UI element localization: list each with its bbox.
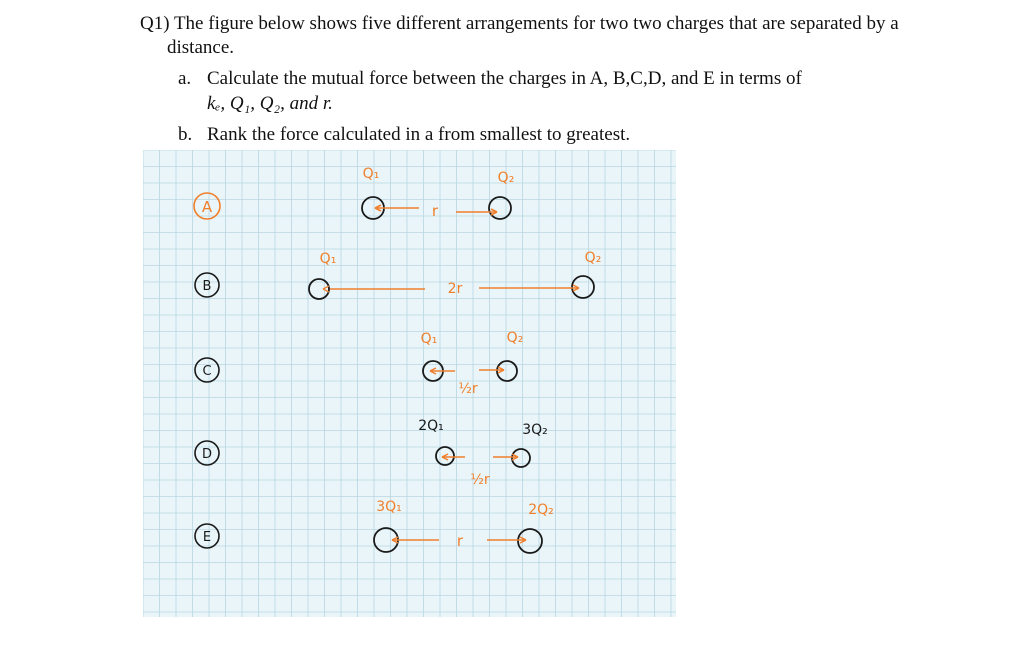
arrangement-b — [195, 250, 601, 299]
question-line-1: Q1) The figure below shows five different arrangements for two two charges that are separated by a — [140, 13, 899, 34]
part-a-math: kₑ, Q₁, Q₂, and r. — [207, 93, 333, 114]
question-line-2: distance. — [167, 37, 235, 58]
d-q1-label: 2Q₁ — [418, 418, 444, 434]
part-a-text: Calculate the mutual force between the charges in A, B,C,D, and E in terms of — [207, 68, 802, 89]
d-q2-label: 3Q₂ — [522, 422, 548, 438]
label-a-text: A — [201, 198, 213, 216]
e-q1-label: 3Q₁ — [376, 499, 402, 515]
label-c-text: C — [202, 364, 212, 379]
e-charge-2 — [518, 529, 542, 553]
c-separation: ½r — [458, 381, 478, 397]
b-separation: 2r — [447, 281, 463, 297]
part-b-marker: b. — [178, 124, 193, 145]
part-a-marker: a. — [178, 68, 192, 89]
d-separation: ½r — [470, 472, 490, 488]
figure-canvas — [143, 150, 676, 617]
e-q2-label: 2Q₂ — [528, 502, 554, 518]
a-q2-label: Q₂ — [497, 170, 515, 186]
a-separation: r — [431, 202, 439, 220]
b-q1-label: Q₁ — [319, 251, 337, 267]
part-b-text: Rank the force calculated in a from smallest to greatest. — [207, 124, 631, 145]
b-q2-label: Q₂ — [584, 250, 602, 266]
label-b-text: B — [202, 279, 212, 294]
c-q1-label: Q₁ — [420, 331, 438, 347]
arrangement-d — [195, 418, 548, 488]
charge-arrangements-figure — [143, 150, 676, 617]
c-charge-2 — [497, 361, 517, 381]
e-separation: r — [456, 532, 464, 550]
a-q1-label: Q₁ — [362, 166, 380, 182]
b-charge-2 — [572, 276, 594, 298]
grid-lines — [143, 150, 676, 617]
label-e-text: E — [202, 530, 212, 545]
arrangement-c — [195, 330, 523, 397]
label-d-text: D — [201, 447, 213, 462]
c-q2-label: Q₂ — [506, 330, 524, 346]
